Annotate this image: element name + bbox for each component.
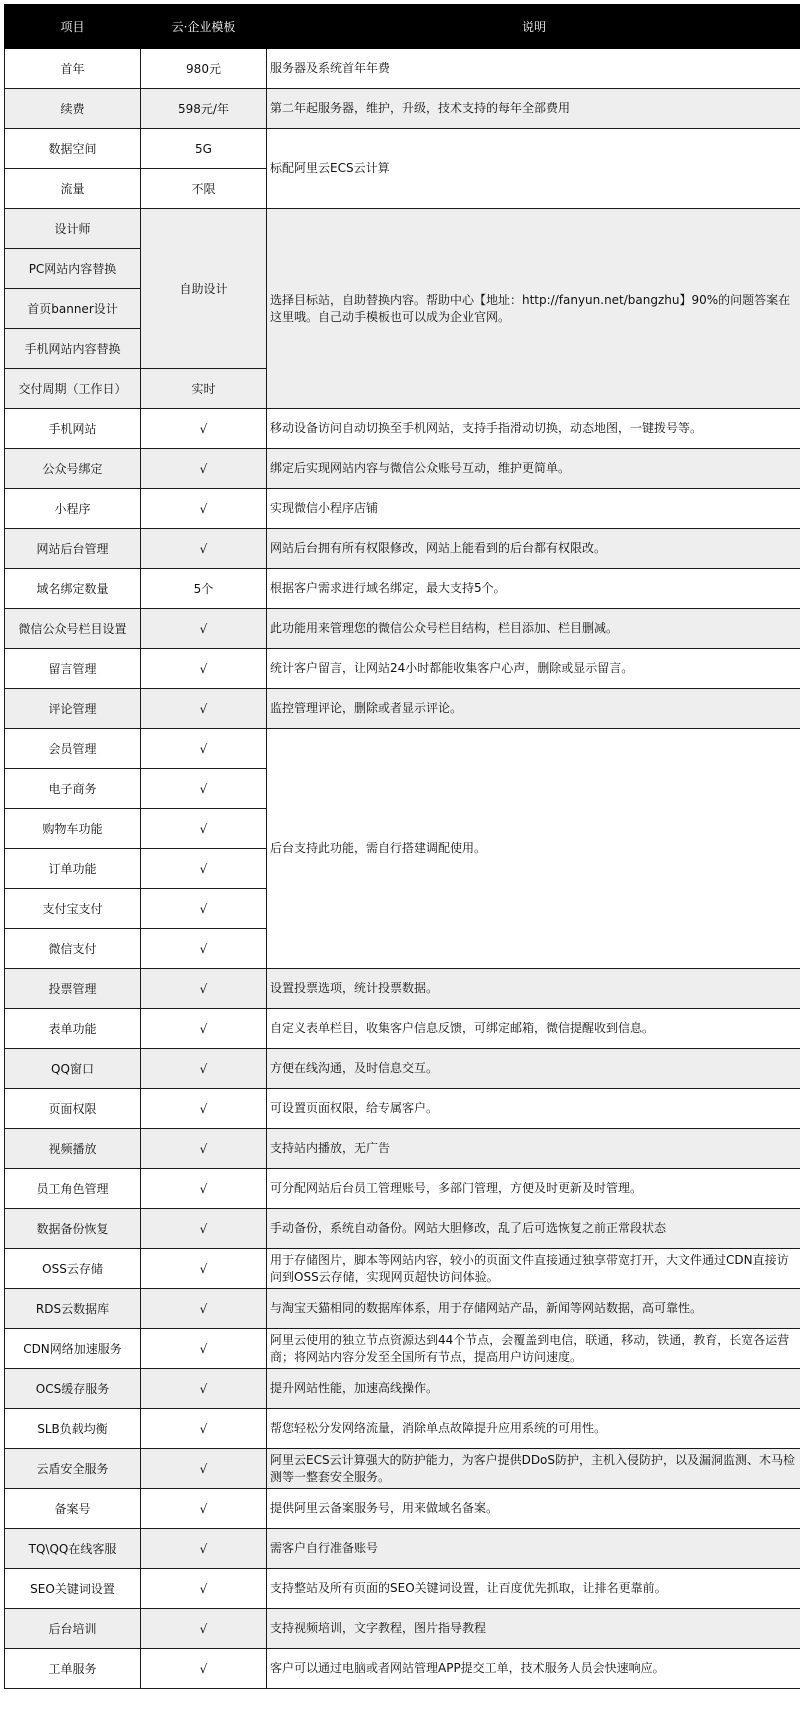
row-value: √ — [141, 1209, 267, 1249]
table-row — [5, 529, 800, 569]
row-item: 手机网站 — [5, 409, 141, 449]
row-description: 与淘宝天猫相同的数据库体系，用于存储网站产品，新闻等网站数据，高可靠性。 — [267, 1289, 800, 1329]
row-description: 第二年起服务器，维护，升级，技术支持的每年全部费用 — [267, 89, 800, 129]
row-description-ecs: 标配阿里云ECS云计算 — [267, 129, 800, 209]
row-item: 流量 — [5, 169, 141, 209]
row-item: 电子商务 — [5, 769, 141, 809]
row-value: 实时 — [141, 369, 267, 409]
row-description: 可设置页面权限，给专属客户。 — [267, 1089, 800, 1129]
row-value: √ — [141, 1609, 267, 1649]
row-value: √ — [141, 849, 267, 889]
row-value: √ — [141, 1169, 267, 1209]
row-description: 支持整站及所有页面的SEO关键词设置，让百度优先抓取，让排名更靠前。 — [267, 1569, 800, 1609]
row-description: 统计客户留言，让网站24小时都能收集客户心声，删除或显示留言。 — [267, 649, 800, 689]
row-description: 此功能用来管理您的微信公众号栏目结构，栏目添加、栏目删减。 — [267, 609, 800, 649]
row-description-backend: 后台支持此功能，需自行搭建调配使用。 — [267, 729, 800, 969]
row-item: 首页banner设计 — [5, 289, 141, 329]
row-item: 购物车功能 — [5, 809, 141, 849]
row-value: √ — [141, 649, 267, 689]
row-item: 手机网站内容替换 — [5, 329, 141, 369]
row-value: √ — [141, 1529, 267, 1569]
row-description: 监控管理评论，删除或者显示评论。 — [267, 689, 800, 729]
row-value: √ — [141, 729, 267, 769]
row-item: 订单功能 — [5, 849, 141, 889]
row-value: 不限 — [141, 169, 267, 209]
row-item: 会员管理 — [5, 729, 141, 769]
table-row — [5, 89, 800, 129]
table-row — [5, 969, 800, 1009]
row-item: 留言管理 — [5, 649, 141, 689]
row-value: √ — [141, 889, 267, 929]
row-value: 598元/年 — [141, 89, 267, 129]
table-row — [5, 1009, 800, 1049]
row-value: √ — [141, 769, 267, 809]
row-value: √ — [141, 1449, 267, 1489]
row-item: 工单服务 — [5, 1649, 141, 1689]
row-description: 提供阿里云备案服务号，用来做域名备案。 — [267, 1489, 800, 1529]
row-item: 员工角色管理 — [5, 1169, 141, 1209]
row-value: √ — [141, 1129, 267, 1169]
header-item: 项目 — [5, 5, 141, 49]
row-value: √ — [141, 1409, 267, 1449]
row-item: 域名绑定数量 — [5, 569, 141, 609]
row-value: √ — [141, 1249, 267, 1289]
table-row — [5, 1089, 800, 1129]
table-row — [5, 1209, 800, 1249]
row-item: 网站后台管理 — [5, 529, 141, 569]
row-value: √ — [141, 609, 267, 649]
row-item: OCS缓存服务 — [5, 1369, 141, 1409]
row-description: 支持视频培训，文字教程，图片指导教程 — [267, 1609, 800, 1649]
row-item: 数据备份恢复 — [5, 1209, 141, 1249]
row-description: 阿里云使用的独立节点资源达到44个节点，会覆盖到电信，联通，移动，铁通，教育，长宽各运营商；将网站内容分发至全国所有节点，提高用户访问速度。 — [267, 1329, 800, 1369]
row-description-design: 选择目标站，自助替换内容。帮助中心【地址：http://fanyun.net/bangzhu】90%的问题答案在这里哦。自己动手模板也可以成为企业官网。 — [267, 209, 800, 409]
row-item: 微信公众号栏目设置 — [5, 609, 141, 649]
row-value: √ — [141, 489, 267, 529]
pricing-table — [4, 4, 800, 1689]
row-item: 公众号绑定 — [5, 449, 141, 489]
table-row — [5, 449, 800, 489]
row-description: 服务器及系统首年年费 — [267, 49, 800, 89]
table-row — [5, 1249, 800, 1289]
row-item: TQ\QQ在线客服 — [5, 1529, 141, 1569]
row-item: 小程序 — [5, 489, 141, 529]
header-description: 说明 — [267, 5, 800, 49]
table-row — [5, 129, 800, 169]
row-description: 自定义表单栏目，收集客户信息反馈，可绑定邮箱，微信提醒收到信息。 — [267, 1009, 800, 1049]
table-row — [5, 409, 800, 449]
row-item: QQ窗口 — [5, 1049, 141, 1089]
row-value-design: 自助设计 — [141, 209, 267, 369]
row-description: 帮您轻松分发网络流量，消除单点故障提升应用系统的可用性。 — [267, 1409, 800, 1449]
row-item: 后台培训 — [5, 1609, 141, 1649]
row-item: RDS云数据库 — [5, 1289, 141, 1329]
row-description: 需客户自行准备账号 — [267, 1529, 800, 1569]
table-row — [5, 1129, 800, 1169]
row-value: √ — [141, 809, 267, 849]
row-item: 视频播放 — [5, 1129, 141, 1169]
table-row — [5, 489, 800, 529]
row-item: 微信支付 — [5, 929, 141, 969]
row-item: 表单功能 — [5, 1009, 141, 1049]
table-row — [5, 1569, 800, 1609]
row-item: 交付周期（工作日） — [5, 369, 141, 409]
table-row — [5, 609, 800, 649]
row-item: CDN网络加速服务 — [5, 1329, 141, 1369]
table-row — [5, 1169, 800, 1209]
row-value: √ — [141, 449, 267, 489]
table-row — [5, 1489, 800, 1529]
row-item: PC网站内容替换 — [5, 249, 141, 289]
table-row — [5, 1329, 800, 1369]
row-item: SEO关键词设置 — [5, 1569, 141, 1609]
header-plan: 云·企业模板 — [141, 5, 267, 49]
table-row — [5, 1409, 800, 1449]
row-item: OSS云存储 — [5, 1249, 141, 1289]
row-item: 投票管理 — [5, 969, 141, 1009]
row-value: √ — [141, 969, 267, 1009]
row-value: √ — [141, 1369, 267, 1409]
table-row — [5, 1649, 800, 1689]
row-value: √ — [141, 689, 267, 729]
row-value: √ — [141, 409, 267, 449]
row-description: 网站后台拥有所有权限修改，网站上能看到的后台都有权限改。 — [267, 529, 800, 569]
row-value: 980元 — [141, 49, 267, 89]
pricing-table-wrapper — [4, 4, 800, 1689]
table-row — [5, 1449, 800, 1489]
table-row — [5, 689, 800, 729]
table-row — [5, 49, 800, 89]
row-description: 阿里云ECS云计算强大的防护能力，为客户提供DDoS防护，主机入侵防护，以及漏洞监测、木马检测等一整套安全服务。 — [267, 1449, 800, 1489]
table-row — [5, 1289, 800, 1329]
row-value: 5G — [141, 129, 267, 169]
row-item: 续费 — [5, 89, 141, 129]
table-row — [5, 1529, 800, 1569]
row-description: 手动备份，系统自动备份。网站大胆修改，乱了后可选恢复之前正常段状态 — [267, 1209, 800, 1249]
row-value: √ — [141, 1049, 267, 1089]
row-item: 首年 — [5, 49, 141, 89]
row-item: 云盾安全服务 — [5, 1449, 141, 1489]
row-description: 根据客户需求进行域名绑定，最大支持5个。 — [267, 569, 800, 609]
row-value: √ — [141, 929, 267, 969]
row-item: 设计师 — [5, 209, 141, 249]
row-description: 用于存储图片，脚本等网站内容，较小的页面文件直接通过独享带宽打开，大文件通过CDN直接访问到OSS云存储，实现网页超快访问体验。 — [267, 1249, 800, 1289]
row-description: 设置投票选项，统计投票数据。 — [267, 969, 800, 1009]
row-description: 支持站内播放，无广告 — [267, 1129, 800, 1169]
row-value: √ — [141, 1569, 267, 1609]
row-value: √ — [141, 1009, 267, 1049]
row-item: 数据空间 — [5, 129, 141, 169]
row-value: √ — [141, 1089, 267, 1129]
row-description: 绑定后实现网站内容与微信公众账号互动，维护更简单。 — [267, 449, 800, 489]
row-description: 提升网站性能，加速高线操作。 — [267, 1369, 800, 1409]
table-row — [5, 209, 800, 249]
table-header-row — [5, 5, 800, 49]
table-row — [5, 1049, 800, 1089]
row-description: 可分配网站后台员工管理账号，多部门管理，方便及时更新及时管理。 — [267, 1169, 800, 1209]
row-description: 方便在线沟通，及时信息交互。 — [267, 1049, 800, 1089]
row-item: SLB负载均衡 — [5, 1409, 141, 1449]
row-value: 5个 — [141, 569, 267, 609]
row-value: √ — [141, 1649, 267, 1689]
row-value: √ — [141, 529, 267, 569]
row-description: 客户可以通过电脑或者网站管理APP提交工单，技术服务人员会快速响应。 — [267, 1649, 800, 1689]
row-value: √ — [141, 1289, 267, 1329]
row-description: 实现微信小程序店铺 — [267, 489, 800, 529]
row-item: 支付宝支付 — [5, 889, 141, 929]
row-item: 页面权限 — [5, 1089, 141, 1129]
row-value: √ — [141, 1329, 267, 1369]
row-item: 评论管理 — [5, 689, 141, 729]
row-description: 移动设备访问自动切换至手机网站，支持手指滑动切换，动态地图，一键拨号等。 — [267, 409, 800, 449]
table-row — [5, 649, 800, 689]
table-row — [5, 729, 800, 769]
table-row — [5, 1369, 800, 1409]
row-value: √ — [141, 1489, 267, 1529]
table-row — [5, 1609, 800, 1649]
row-item: 备案号 — [5, 1489, 141, 1529]
table-row — [5, 569, 800, 609]
